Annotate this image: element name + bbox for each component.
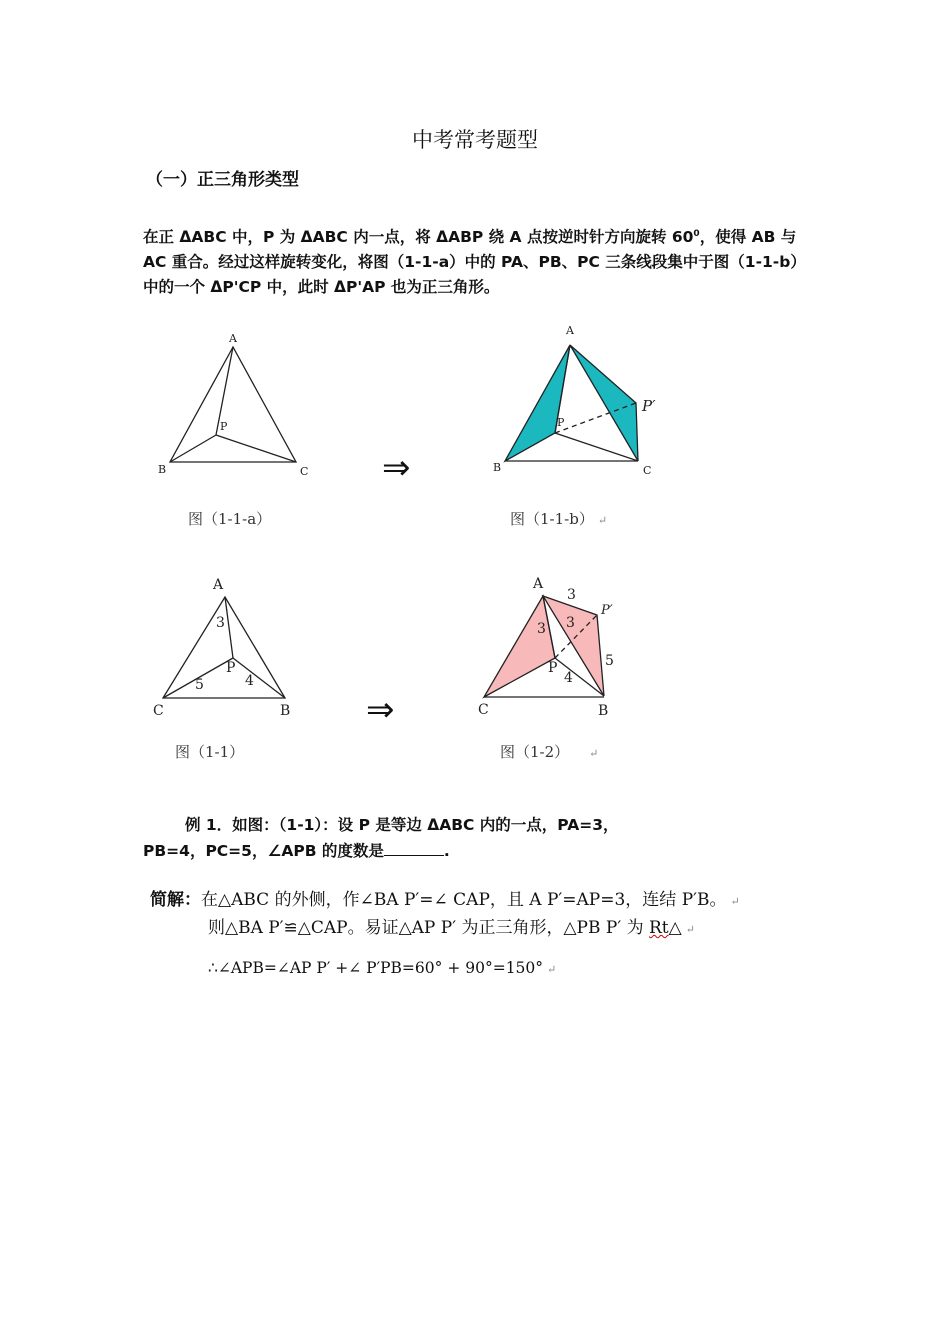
solution-text-2: 则△BA P′≌△CAP。易证△AP P′ 为正三角形，△PB P′ 为 [208, 918, 649, 938]
label-p-prime: P′ [601, 603, 613, 618]
return-mark: ↵ [685, 923, 695, 936]
return-mark: ↵ [597, 514, 608, 527]
return-mark: ↵ [547, 963, 557, 976]
caption-1-1-b-text: 图（1-1-b） [510, 510, 594, 528]
label-c: C [478, 702, 489, 718]
length-app: 3 [567, 587, 576, 603]
solution-text-2-end: △ [668, 918, 682, 938]
length-pa: 3 [216, 615, 225, 631]
label-c: C [643, 464, 652, 477]
figure-1-1 [145, 572, 305, 722]
label-b: B [493, 461, 502, 474]
intro-text-part2: ，使得 AB 与 AC 重合。经过这样旋转变化，将图（1-1-a）中的 PA、PB、PC 三条线段集中于图（1-1-b）中的一个 ΔP'CP 中，此时 ΔP'AP 也为正三角形。 [143, 228, 806, 297]
length-pb: 4 [564, 670, 573, 686]
example-line-1: 例 1．如图：（1-1）：设 P 是等边 ΔABC 内的一点，PA=3， [185, 816, 619, 834]
label-b: B [280, 703, 291, 719]
figure-1-2 [470, 568, 630, 723]
label-a: A [229, 332, 237, 345]
degree-superscript: 0 [693, 229, 700, 239]
answer-blank[interactable] [384, 841, 444, 856]
triangle-abc [163, 597, 285, 698]
length-pa: 3 [537, 621, 546, 637]
intro-paragraph [143, 222, 813, 300]
caption-1-1-a: 图（1-1-a） [188, 510, 272, 528]
solution-heading: 简解： [150, 890, 201, 910]
label-p: P [548, 660, 558, 676]
rt-word: Rt [649, 918, 669, 938]
solution-text-3: ∴∠APB=∠AP P′ +∠ P′PB=60° + 90°=150° [208, 959, 544, 977]
caption-1-2-text: 图（1-2） [500, 743, 570, 761]
solution-line-1 [150, 887, 790, 915]
return-mark: ↵ [589, 747, 599, 760]
return-mark: ↵ [730, 895, 740, 908]
label-p: P [220, 420, 228, 433]
label-c: C [300, 465, 309, 478]
length-pc: 5 [195, 677, 204, 693]
solution-line-3 [150, 955, 790, 983]
label-p: P [557, 416, 565, 429]
segment-pb [233, 658, 285, 698]
label-a: A [213, 577, 224, 593]
solution-line-2 [150, 915, 790, 943]
solution-block [150, 887, 790, 983]
example-1 [143, 812, 743, 864]
section-heading: （一）正三角形类型 [146, 170, 299, 190]
length-ppb: 5 [605, 653, 614, 669]
label-b: B [598, 703, 609, 719]
length-pb: 4 [245, 673, 254, 689]
length-ppp: 3 [566, 615, 575, 631]
example-line-2 [143, 838, 743, 864]
caption-1-1: 图（1-1） [175, 743, 245, 761]
figure-1-1-b [485, 318, 675, 483]
label-a: A [566, 324, 574, 337]
shaded-triangle-acp [484, 596, 558, 697]
caption-1-1-b [510, 508, 607, 529]
segment-pa [225, 597, 233, 658]
caption-1-2 [500, 741, 598, 762]
label-a: A [533, 576, 544, 592]
intro-text-part1: 在正 ΔABC 中，P 为 ΔABC 内一点，将 ΔABP 绕 A 点按逆时针方向旋转 60 [143, 228, 694, 247]
implies-arrow-1: ⇒ [382, 448, 411, 488]
example-question: PB=4，PC=5，∠APB 的度数是 [143, 842, 384, 860]
triangle-abc [170, 347, 296, 462]
shaded-triangle-acpp [570, 345, 638, 461]
solution-text-1: 在△ABC 的外侧，作∠BA P′=∠ CAP，且 A P′=AP=3，连结 P′B。 [201, 890, 727, 910]
label-p-prime: P′ [642, 397, 656, 415]
figure-1-1-a [150, 325, 330, 485]
label-p: P [226, 660, 236, 676]
label-b: B [158, 463, 167, 476]
implies-arrow-2: ⇒ [366, 690, 395, 730]
page-title: 中考常考题型 [412, 128, 538, 152]
label-c: C [153, 703, 164, 719]
example-period: . [443, 842, 450, 860]
